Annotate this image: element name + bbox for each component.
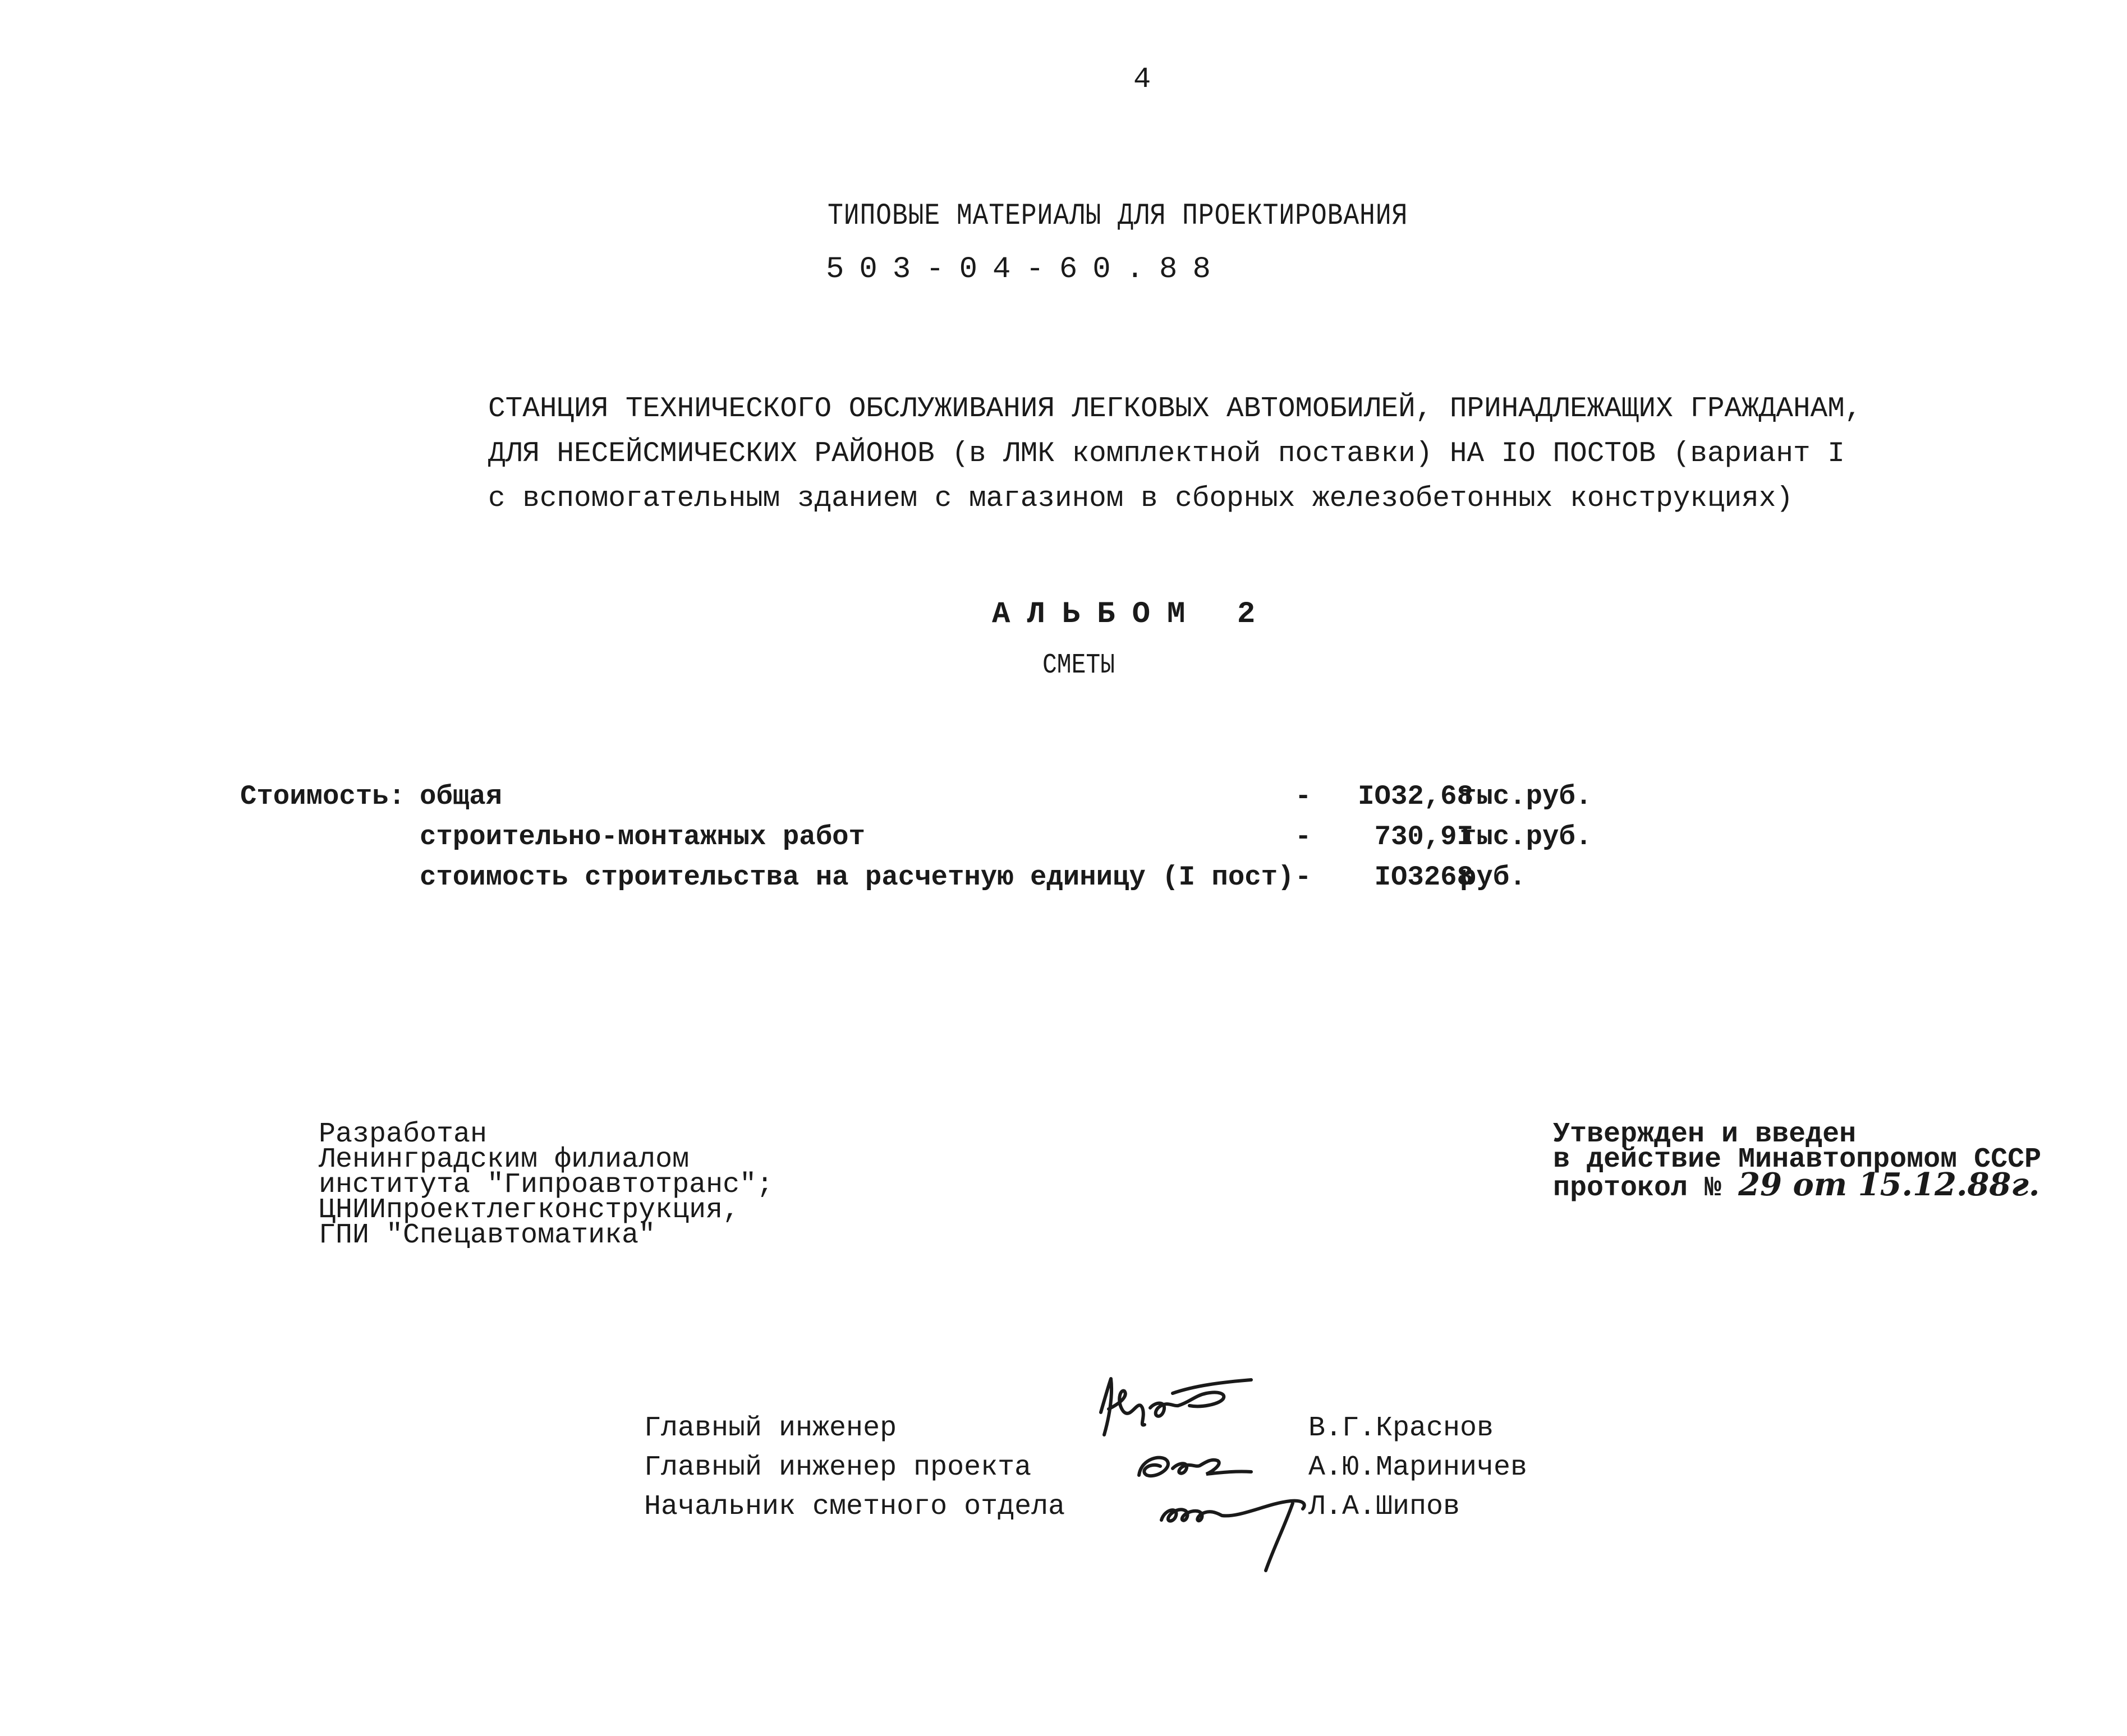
cost-value: 730,9I — [1374, 821, 1473, 853]
cost-dash: - — [1295, 862, 1312, 893]
approval-block — [1553, 1118, 2042, 1204]
signatory-role: Главный инженер проекта — [644, 1452, 1032, 1484]
title-line: с вспомогательным зданием с магазином в сборных железобетонных конструкциях) — [488, 483, 1793, 515]
developer-line: института "Гипроавтотранс"; — [319, 1169, 774, 1201]
cost-dash: - — [1295, 821, 1312, 853]
title-line: ДЛЯ НЕСЕЙСМИЧЕСКИХ РАЙОНОВ (в ЛМК комплектной поставки) НА IO ПОСТОВ (вариант I — [488, 438, 1845, 470]
page-number: 4 — [1133, 63, 1151, 96]
developer-line: ЦНИИпроектлегконструкция, — [319, 1194, 740, 1226]
cost-name: общая — [420, 781, 503, 812]
cost-name: строительно-монтажных работ — [420, 821, 865, 853]
approval-protocol-handwritten: 29 от 15.12.88г. — [1738, 1166, 2040, 1203]
cost-dash: - — [1295, 781, 1312, 812]
cost-unit: руб. — [1460, 862, 1526, 893]
developer-line: Разработан — [319, 1118, 488, 1150]
signature-estimates-head — [1156, 1481, 1335, 1582]
cost-value: IO32,68 — [1358, 781, 1473, 812]
album-subtitle: СМЕТЫ — [1042, 650, 1115, 681]
approval-protocol-prefix: протокол № — [1553, 1172, 1722, 1204]
album-title: АЛЬБОМ 2 — [992, 597, 1272, 632]
approval-line: Утвержден и введен — [1553, 1118, 1857, 1150]
title-line: СТАНЦИЯ ТЕХНИЧЕСКОГО ОБСЛУЖИВАНИЯ ЛЕГКОВЫХ АВТОМОБИЛЕЙ, ПРИНАДЛЕЖАЩИХ ГРАЖДАНАМ, — [488, 393, 1862, 425]
cost-value: IO3268 — [1374, 862, 1473, 893]
developer-line: ГПИ "Спецавтоматика" — [319, 1219, 656, 1251]
cost-name: стоимость строительства на расчетную единицу (I пост) — [420, 862, 1294, 893]
approval-line: в действие Минавтопромом СССР — [1553, 1144, 2042, 1176]
cost-unit: тыс.руб. — [1460, 781, 1592, 812]
signatory-role: Главный инженер — [644, 1412, 897, 1444]
signature-chief-engineer — [1088, 1369, 1279, 1453]
signatory-role: Начальник сметного отдела — [644, 1491, 1065, 1523]
developer-line: Ленинградским филиалом — [319, 1144, 690, 1176]
series-code: 503-04-60.88 — [826, 252, 1226, 287]
signatory-name: А.Ю.Мариничев — [1308, 1452, 1528, 1484]
approval-protocol-line — [1553, 1166, 2041, 1204]
signatory-name: В.Г.Краснов — [1308, 1412, 1494, 1444]
signatory-name: Л.А.Шипов — [1308, 1491, 1460, 1523]
series-label: ТИПОВЫЕ МАТЕРИАЛЫ ДЛЯ ПРОЕКТИРОВАНИЯ — [828, 199, 1408, 233]
cost-unit: тыс.руб. — [1460, 821, 1592, 853]
developer-block — [319, 1118, 774, 1251]
cost-caption: Стоимость: — [240, 781, 406, 812]
document-title — [488, 387, 1862, 522]
